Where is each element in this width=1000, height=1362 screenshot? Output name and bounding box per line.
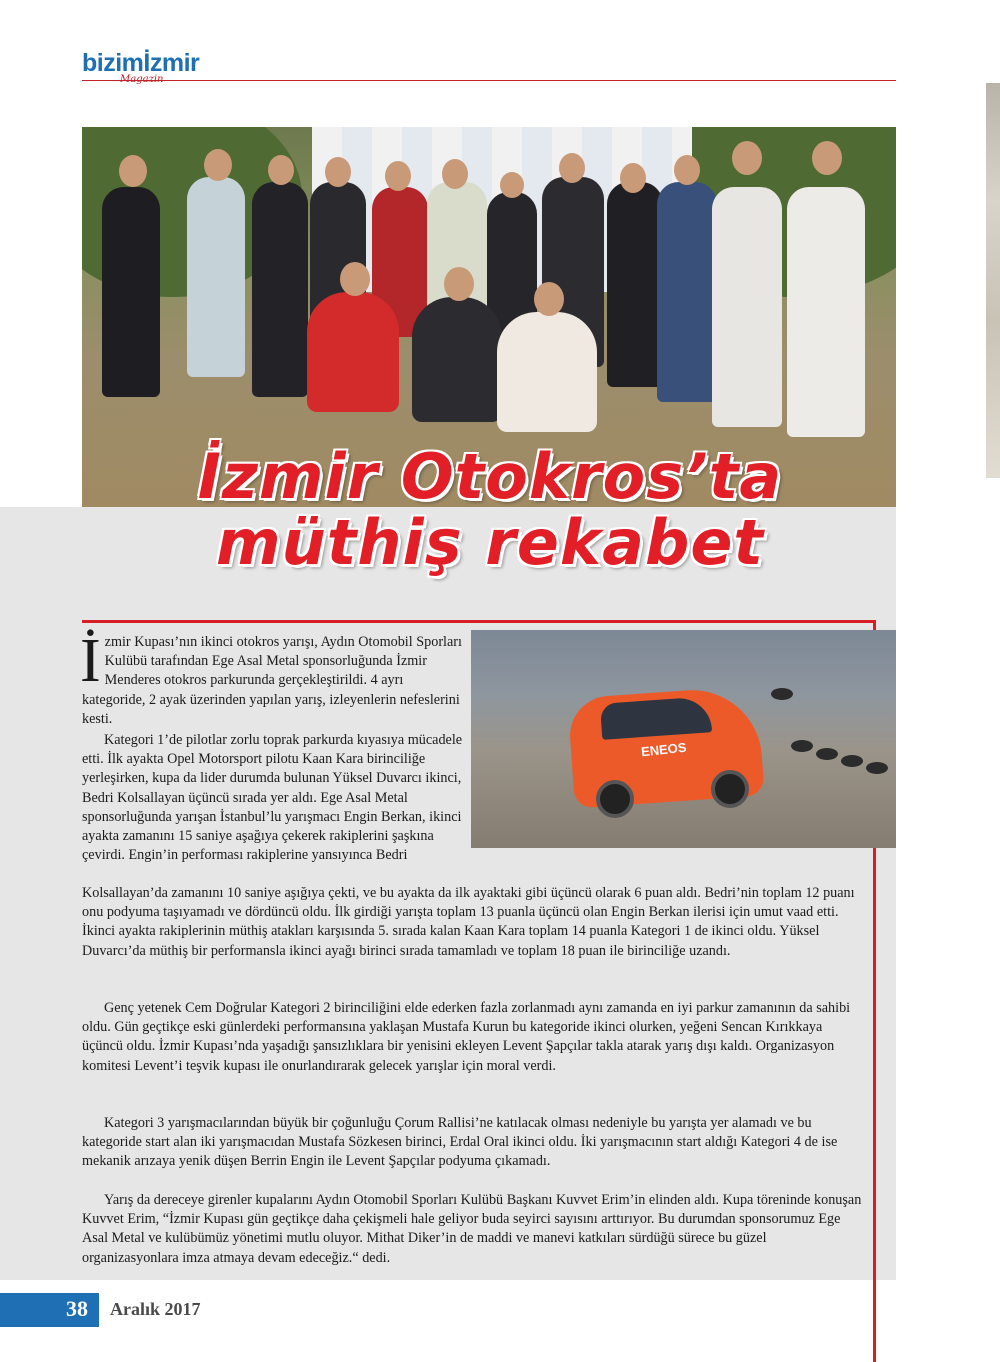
article-paragraph-5: Yarış da dereceye girenler kupalarını Aydın Otomobil Sporları Kulübü Başkanı Kuvvet Erim’in elinden aldı. Kupa töreninde konuşan Kuvvet Erim, “İzmir Kupası gün geçtikçe daha çekişmeli hale geliyor buda seyirci sayısını arttırıyor. Bu durumdan sponsorumuz Ege Asal Metal ve kulübümüz yönetimi mutlu oluyor. Mithat Diker’in de maddi ve manevi katkıları sürdüğü sürece bu güzel organizasyonlara imza atmaya devam edeceğiz.“ dedi. (82, 1192, 862, 1266)
article-paragraph-3: Genç yetenek Cem Doğrular Kategori 2 birinciliğini elde ederken fazla zorlanmadı aynı zamanda en iyi parkur zamanının da sahibi oldu. Gün geçtikçe eski günlerdeki performansına yaklaşan Mustafa Kurun bu kategoride ikinci olurken, yeğeni Sencan Kırıkkaya üçüncü oldu. İzmir Kupası’nda yaşadığı şansızlıklara bir yenisini ekleyen Levent Şapçılar takla atarak yarış dışı kaldı. Organizasyon komitesi Levent’i teşvik kupası ile onurlandırarak gelecek yarışlar için moral verdi. (82, 1000, 851, 1074)
issue-date: Aralık 2017 (110, 1299, 201, 1319)
article-paragraph-2-narrow: Kategori 1’de pilotlar zorlu toprak parkurda kıyasıya mücadele etti. İlk ayakta Opel Motorsport pilotu Kaan Kara birinciliğe yerleşirken, kupa da lider durumda bulunan Yüksel Duvarcı ikinci, Bedri Kolsallayan üçüncü sırada yer aldı. Ege Asal Metal sponsorluğunda yarışan İstanbul’lu yarışmacı Engin Berkan, ikinci ayakta zamanını 15 saniye aşağıya çekerek rakiplerini şaşkına çevirdi. Engin’in performası rakiplerine yansıyınca Bedri (82, 732, 463, 864)
headline-line-1: İzmir Otokros’ta (197, 440, 783, 513)
page-number: 38 (66, 1296, 88, 1321)
header-divider (82, 80, 896, 81)
car-sponsor-decal: ENEOS (640, 739, 688, 760)
drop-cap: İ (80, 627, 101, 695)
article-headline (100, 440, 880, 579)
article-paragraph-1 (80, 627, 462, 729)
headline-line-2: müthiş rekabet (215, 506, 765, 579)
red-frame-top (82, 620, 876, 623)
article-paragraph-4: Kategori 3 yarışmacılarından büyük bir çoğunluğu Çorum Rallisi’ne katılacak olması nedeniyle bu yarışta yer alamadı ve bu kategoride start alan iki yarışmacıdan Mustafa Sözkesen birinci, Erdal Oral ikinci oldu. İki yarışmacının start aldığı Kategori 4 de ise mekanik arızaya yenik düşen Berrin Engin ile Levent Şapçılar podyuma çıkamadı. (82, 1115, 838, 1170)
race-car-photo (471, 630, 896, 848)
paragraph-1-text: zmir Kupası’nın ikinci otokros yarışı, Aydın Otomobil Sporları Kulübü tarafından Ege Asal Metal sponsorluğunda İzmir Menderes otokros parkurunda gerçekleştirildi. 4 ayrı kategoride, 2 ayak üzerinden yapılan yarış, izleyenlerin nefeslerini kesti. (82, 634, 462, 727)
adjacent-page-edge (986, 83, 1000, 478)
race-car-window (600, 696, 712, 740)
article-paragraph-2-wide: Kolsallayan’da zamanını 10 saniye aşığıya çekti, ve bu ayakta da ilk ayaktaki gibi üçüncü olarak 6 puan aldı. Bedri’nin toplam 12 puanı onu podyuma taşıyamadı ve dördüncü oldu. İlk girdiği yarışta toplam 13 puanla üçüncü olan Engin Berkan ilerisi için umut vaad etti. İkinci ayakta rakiplerinin müthiş atakları karşısında 5. sırada kalan Kaan Kara toplam 14 puanla Kategori 1 de ikinci oldu. Yüksel Duvarcı’da müthiş bir performansla ikinci ayağı birinci sırada tamamladı ve toplam 18 puan ile birinciliğe uzandı. (82, 885, 855, 959)
logo-wordmark: bizimİzmir (82, 49, 200, 77)
